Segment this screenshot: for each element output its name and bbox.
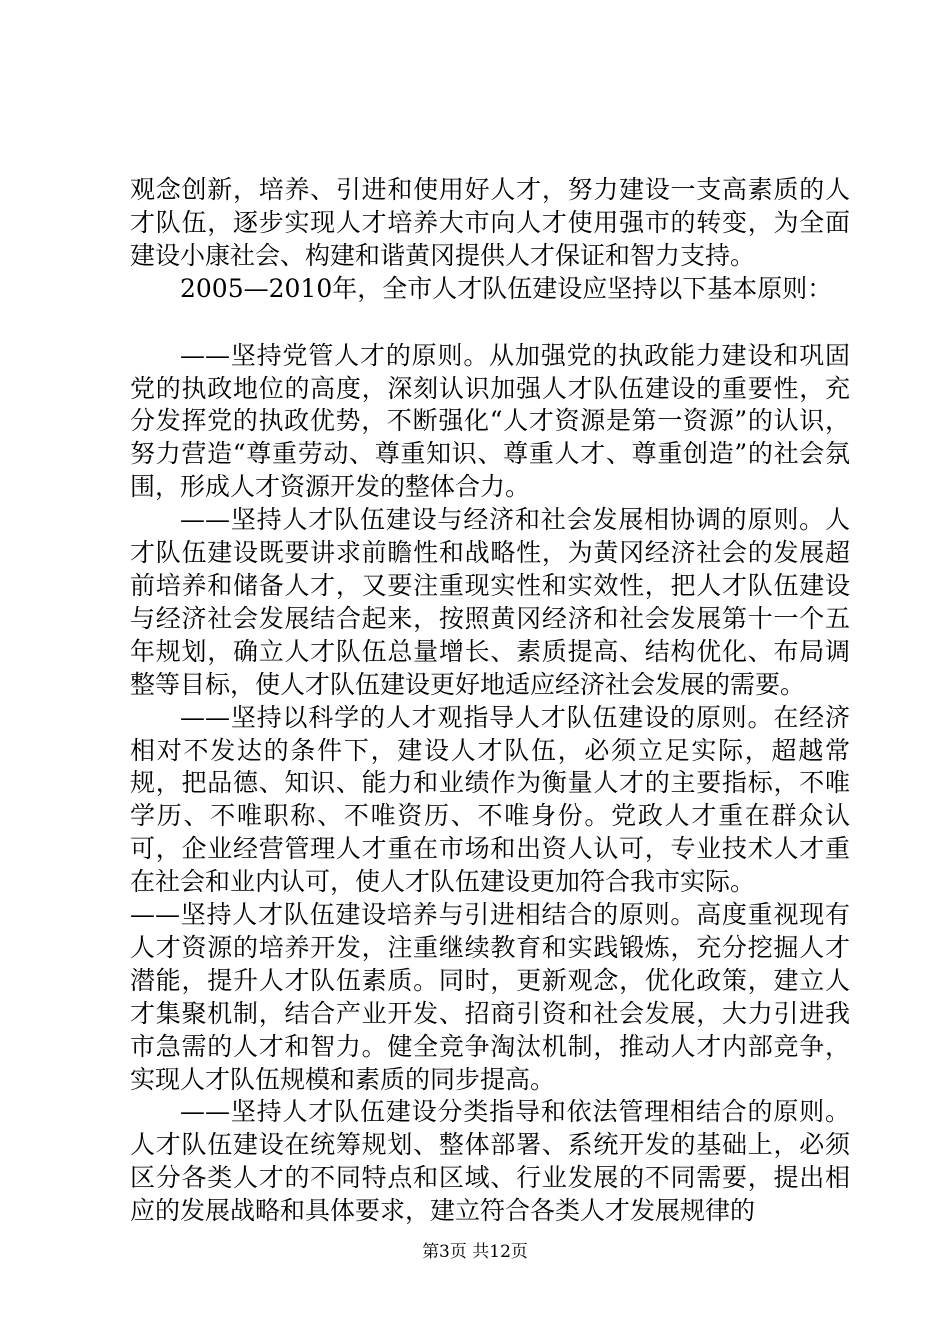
paragraph-4: ——坚持人才队伍建设与经济和社会发展相协调的原则。人才队伍建设既要讲求前瞻性和战略性，为黄冈经济社会的发展超前培养和储备人才，又要注重现实性和实效性，把人才队伍建设与经济社会发展结合起来，按照黄冈经济和社会发展第十一个五年规划，确立人才队伍总量增长、素质提高、结构优化、布局调整等目标，使人才队伍建设更好地适应经济社会发展的需要。 <box>130 505 850 699</box>
page-number: 第3页 共12页 <box>422 1242 528 1262</box>
paragraph-2: 2005—2010年，全市人才队伍建设应坚持以下基本原则： <box>180 273 833 303</box>
paragraph-7: ——坚持人才队伍建设分类指导和依法管理相结合的原则。人才队伍建设在统筹规划、整体部署、系统开发的基础上，必须区分各类人才的不同特点和区域、行业发展的不同需要，提出相应的发展战略和具体要求，建立符合各类人才发展规律的 <box>130 1097 850 1226</box>
paragraph-3: ——坚持党管人才的原则。从加强党的执政能力建设和巩固党的执政地位的高度，深刻认识加强人才队伍建设的重要性，充分发挥党的执政优势，不断强化“人才资源是第一资源”的认识，努力营造“尊重劳动、尊重知识、尊重人才、尊重创造”的社会氛围，形成人才资源开发的整体合力。 <box>130 340 850 502</box>
paragraph-5: ——坚持以科学的人才观指导人才队伍建设的原则。在经济相对不发达的条件下，建设人才队伍，必须立足实际，超越常规，把品德、知识、能力和业绩作为衡量人才的主要指标，不唯学历、不唯职称、不唯资历、不唯身份。党政人才重在群众认可，企业经营管理人才重在市场和出资人认可，专业技术人才重在社会和业内认可，使人才队伍建设更加符合我市实际。 <box>130 702 850 897</box>
page-footer <box>0 1242 950 1262</box>
document-body <box>130 174 850 1228</box>
paragraph-1: 观念创新，培养、引进和使用好人才，努力建设一支高素质的人才队伍，逐步实现人才培养大市向人才使用强市的转变，为全面建设小康社会、构建和谐黄冈提供人才保证和智力支持。 <box>130 175 850 270</box>
paragraph-6: ——坚持人才队伍建设培养与引进相结合的原则。高度重视现有人才资源的培养开发，注重继续教育和实践锻炼，充分挖掘人才潜能，提升人才队伍素质。同时，更新观念，优化政策，建立人才集聚机制，结合产业开发、招商引资和社会发展，大力引进我市急需的人才和智力。健全竞争淘汰机制，推动人才内部竞争，实现人才队伍规模和素质的同步提高。 <box>130 900 850 1094</box>
